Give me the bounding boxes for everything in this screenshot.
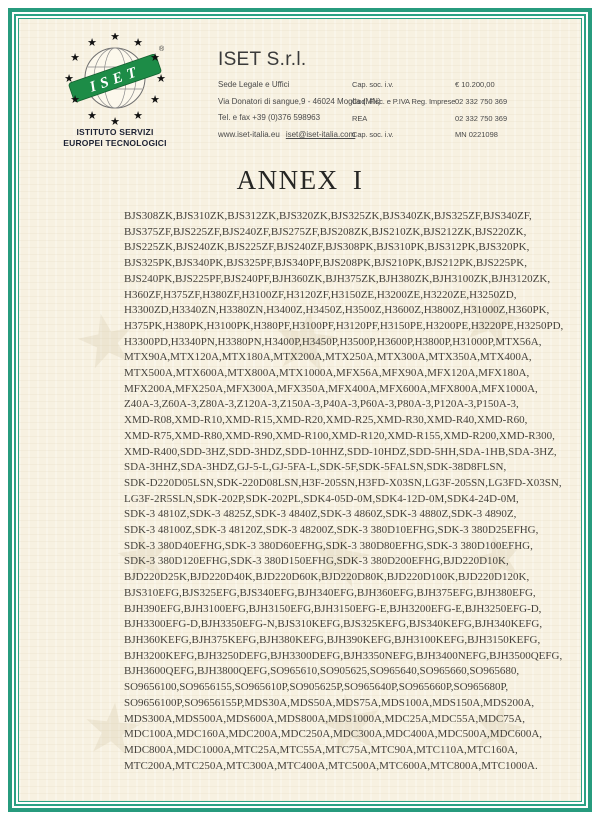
address-line1: Sede Legale e Uffici [218, 80, 290, 89]
model-list-line: MFX200A,MFX250A,MFX300A,MFX350A,MFX400A,MFX600A,MFX800A,MFX1000A, [124, 382, 538, 395]
model-list-line: LG3F-2R5SLN,SDK-202P,SDK-202PL,SDK4-05D-0M,SDK4-12D-0M,SDK4-24D-0M, [124, 492, 519, 505]
star-watermark-icon: ★ [76, 684, 148, 774]
registry-row [352, 127, 498, 144]
model-list-line: BJS308ZK,BJS310ZK,BJS312ZK,BJS320ZK,BJS325ZK,BJS340ZK,BJS325ZF,BJS340ZF, [124, 210, 532, 222]
model-list-line: SDA-3HHZ,SDA-3HDZ,GJ-5-L,GJ-5FA-L,SDK-5F,SDK-5FALSN,SDK-38D8FLSN, [124, 461, 507, 474]
star-watermark-icon: ★ [461, 686, 534, 772]
model-list-line: XMD-R400,SDD-3HZ,SDD-3HDZ,SDD-10HHZ,SDD-10HDZ,SDD-5HH,SDA-1HB,SDA-3HZ, [124, 445, 557, 458]
banner-text: ISET [87, 63, 144, 96]
registry-row [352, 94, 508, 111]
annex-model-list [124, 209, 564, 774]
paper-background [19, 19, 581, 801]
star-watermark-icon: ★ [262, 289, 349, 394]
model-list-line: BJS310EFG,BJS325EFG,BJS340EFG,BJH340EFG,BJH360EFG,BJH375EFG,BJH380EFG, [124, 586, 536, 599]
model-list-line: XMD-R75,XMD-R80,XMD-R90,XMD-R100,XMD-R120,XMD-R155,XMD-R200,XMD-R300, [124, 429, 555, 442]
registry-row [352, 77, 495, 94]
star-icon: ★ [133, 36, 143, 49]
model-list-line: MDC100A,MDC160A,MDC200A,MDC250A,MDC300A,MDC400A,MDC500A,MDC600A, [124, 728, 543, 741]
star-icon: ★ [150, 51, 160, 64]
globe-stars-logo-icon [59, 33, 171, 125]
model-list-line: XMD-R08,XMD-R10,XMD-R15,XMD-R20,XMD-R25,XMD-R30,XMD-R40,XMD-R60, [124, 414, 528, 427]
registry-label: REA [352, 113, 368, 123]
model-list-line: BJH3200KEFG,BJH3250DEFG,BJH3300DEFG,BJH3350NEFG,BJH3400NEFG,BJH3500QEFG, [124, 649, 563, 662]
model-list-line: SDK-3 380D40EFHG,SDK-3 380D60EFHG,SDK-3 380D80EFHG,SDK-3 380D100EFHG, [124, 539, 533, 552]
model-list-line: SDK-3 380D120EFHG,SDK-3 380D150EFHG,SDK-3 380D200EFHG,BJD220D10K, [124, 555, 509, 568]
org-name-line1: ISTITUTO SERVIZI [76, 127, 154, 137]
middle-border [14, 14, 586, 806]
model-list-line: H360ZF,H375ZF,H380ZF,H3100ZF,H3120ZF,H3150ZE,H3200ZE,H3220ZE,H3250ZD, [124, 288, 517, 301]
star-icon: ★ [70, 51, 80, 64]
model-list-line: SO9656100P,SO9656155P,MDS30A,MDS50A,MDS75A,MDS100A,MDS150A,MDS200A, [124, 696, 535, 709]
model-list-line: BJH3600QEFG,BJH3800QEFG,SO965610,SO905625,SO965640,SO965660,SO965680, [124, 665, 520, 678]
model-list-line: H3300PD,H3340PN,H3380PN,H3400P,H3450P,H3500P,H3600P,H3800P,H31000P,MTX56A, [124, 335, 542, 348]
star-icon: ★ [133, 109, 143, 122]
star-watermark-icon: ★ [462, 515, 535, 600]
registry-table [352, 77, 508, 144]
registry-label: Cod. Fisc. e P.IVA Reg. Imprese [352, 96, 456, 106]
star-icon: ★ [87, 36, 97, 49]
model-list-line: H375PK,H380PK,H3100PK,H380PF,H3100PF,H3120PF,H3150PE,H3200PE,H3220PE,H3250PD, [124, 319, 564, 332]
model-list-line: MTX90A,MTX120A,MTX180A,MTX200A,MTX250A,MTX300A,MTX350A,MTX400A, [124, 351, 532, 364]
registered-mark: ® [159, 46, 165, 53]
star-watermark-icon: ★ [296, 507, 382, 609]
model-list-line: BJS325PK,BJS340PK,BJS325PF,BJS340PF,BJS208PK,BJS210PK,BJS212PK,BJS225PK, [124, 257, 527, 270]
org-name-line2: EUROPEI TECNOLOGICI [63, 137, 167, 148]
model-list-line: BJD220D25K,BJD220D40K,BJD220D60K,BJD220D80K,BJD220D100K,BJD220D120K, [124, 571, 530, 584]
star-icon: ★ [156, 72, 166, 85]
model-list-line: Z40A-3,Z60A-3,Z80A-3,Z120A-3,Z150A-3,P40A-3,P60A-3,P80A-3,P120A-3,P150A-3, [124, 398, 519, 411]
model-list-line: SO9656100,SO9656155,SO965610P,SO905625P,SO965640P,SO965660P,SO965680P, [124, 681, 509, 694]
organization-name [53, 127, 177, 148]
address-line2: Via Donatori di sangue,9 - 46024 Moglia (MN) [218, 96, 381, 106]
model-list-line: SDK-D220D05LSN,SDK-220D08LSN,H3F-205SN,H3FD-X03SN,LG3F-205SN,LG3FD-X03SN, [124, 476, 562, 489]
star-icon: ★ [64, 72, 74, 85]
star-icon: ★ [70, 93, 80, 106]
star-watermark-icon: ★ [108, 514, 179, 599]
star-icon: ★ [110, 115, 120, 125]
registry-value: 02 332 750 369 [455, 113, 508, 123]
star-watermark-icon: ★ [65, 292, 147, 388]
model-list-line: MTC200A,MTC250A,MTC300A,MTC400A,MTC500A,MTC600A,MTC800A,MTC1000A. [124, 759, 538, 772]
model-list-line: SDK-3 48100Z,SDK-3 48120Z,SDK-3 48200Z,SDK-3 380D10EFHG,SDK-3 380D25EFHG, [124, 524, 539, 537]
star-watermark-icon: ★ [306, 671, 394, 776]
annex-title: ANNEX I [236, 165, 364, 195]
address-line3: Tel. e fax +39 (0)376 598963 [218, 113, 321, 123]
website-link[interactable]: www.iset-italia.eu [218, 129, 280, 139]
registry-label: Cap. soc. i.v. [352, 130, 394, 140]
registry-value: 02 332 750 369 [455, 96, 508, 106]
registry-label: Cap. soc. i.v. [352, 80, 394, 89]
registry-row [352, 111, 508, 128]
company-title: ISET S.r.l. [218, 49, 307, 70]
star-icon: ★ [87, 109, 97, 122]
model-list-line: H3300ZD,H3340ZN,H3380ZN,H3400Z,H3450Z,H3500Z,H3600Z,H3800Z,H31000Z,H360PK, [124, 304, 550, 317]
model-list-line: BJS375ZF,BJS225ZF,BJS240ZF,BJS275ZF,BJS208ZK,BJS210ZK,BJS212ZK,BJS220ZK, [124, 225, 527, 238]
model-list-line: BJH360KEFG,BJH375KEFG,BJH380KEFG,BJH390KEFG,BJH3100KEFG,BJH3150KEFG, [124, 633, 541, 646]
iset-logo [53, 33, 177, 148]
star-icon: ★ [110, 33, 120, 43]
model-list-line: SDK-3 4810Z,SDK-3 4825Z,SDK-3 4840Z,SDK-3 4860Z,SDK-3 4880Z,SDK-3 4890Z, [124, 508, 517, 521]
model-list-line: MDC800A,MDC1000A,MTC25A,MTC55A,MTC75A,MTC90A,MTC110A,MTC160A, [124, 743, 518, 756]
email-link[interactable]: iset@iset-italia.com [285, 129, 356, 139]
model-list-line: BJH3300EFG-D,BJH3350EFG-N,BJS310KEFG,BJS325KEFG,BJS340KEFG,BJH340KEFG, [124, 618, 543, 631]
outer-border [8, 8, 592, 812]
star-icon: ★ [150, 93, 160, 106]
model-list-line: BJH390EFG,BJH3100EFG,BJH3150EFG,BJH3150EFG-E,BJH3200EFG-E,BJH3250EFG-D, [124, 602, 542, 615]
model-list-line: MTX500A,MTX600A,MTX800A,MTX1000A,MFX56A,MFX90A,MFX120A,MFX180A, [124, 367, 530, 380]
star-watermark-icon: ★ [449, 267, 536, 369]
inner-border [18, 18, 582, 802]
model-list-line: MDS300A,MDS500A,MDS600A,MDS800A,MDS1000A,MDC25A,MDC55A,MDC75A, [124, 712, 525, 725]
model-list-line: BJS225ZK,BJS240ZK,BJS225ZF,BJS240ZF,BJS308PK,BJS310PK,BJS312PK,BJS320PK, [124, 241, 530, 254]
model-list-line: BJS240PK,BJS225PF,BJS240PF,BJH360ZK,BJH375ZK,BJH380ZK,BJH3100ZK,BJH3120ZK, [124, 272, 551, 285]
registry-value: MN 0221098 [455, 130, 498, 140]
registry-value: € 10.200,00 [455, 80, 495, 89]
